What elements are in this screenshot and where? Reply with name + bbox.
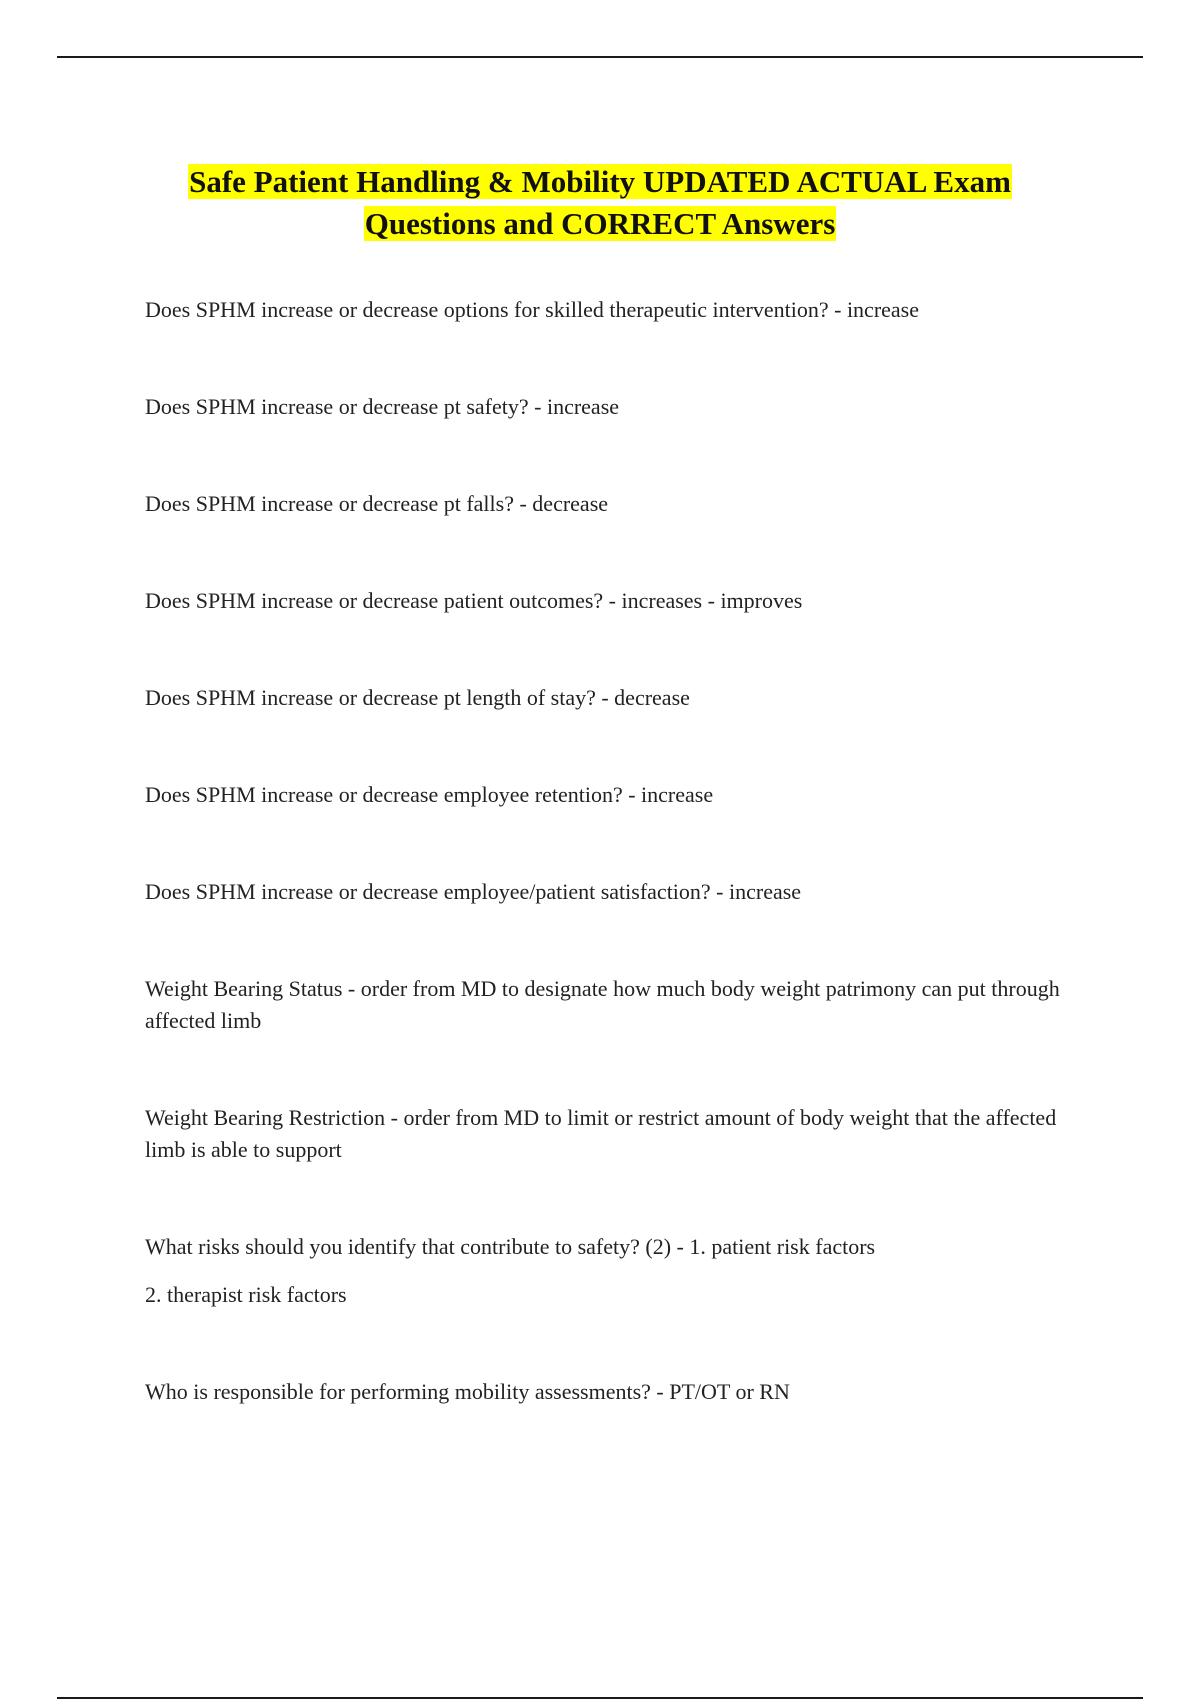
qa-text: What risks should you identify that contribute to safety? (2) - 1. patient risk factors [145,1234,876,1259]
qa-item-1 [145,294,1085,326]
qa-item-10 [145,1231,1085,1311]
qa-item-5 [145,682,1085,714]
qa-text: Does SPHM increase or decrease options for skilled therapeutic intervention? - increase [145,297,920,322]
qa-item-6 [145,779,1085,811]
title-line-2: Questions and CORRECT Answers [364,205,836,241]
qa-text: Weight Bearing Status - order from MD to designate how much body weight patrimony can put through affected limb [145,976,1060,1033]
qa-text: Does SPHM increase or decrease pt safety? - increase [145,394,620,419]
qa-item-4 [145,585,1085,617]
qa-text: Does SPHM increase or decrease patient outcomes? - increases - improves [145,588,803,613]
qa-item-9 [145,1102,1085,1166]
qa-item-2 [145,391,1085,423]
qa-item-8 [145,973,1085,1037]
qa-text: Does SPHM increase or decrease pt length of stay? - decrease [145,685,690,710]
qa-text: Weight Bearing Restriction - order from MD to limit or restrict amount of body weight that the affected limb is able to support [145,1105,1057,1162]
top-rule [57,56,1143,58]
document-title [100,161,1100,245]
qa-item-3 [145,488,1085,520]
qa-text: Does SPHM increase or decrease employee retention? - increase [145,782,714,807]
bottom-rule [57,1697,1143,1699]
qa-continuation: 2. therapist risk factors [145,1282,347,1307]
title-line-1: Safe Patient Handling & Mobility UPDATED ACTUAL Exam [189,163,1011,199]
qa-text: Does SPHM increase or decrease employee/patient satisfaction? - increase [145,879,802,904]
qa-item-11 [145,1376,1085,1408]
qa-text: Does SPHM increase or decrease pt falls? - decrease [145,491,609,516]
qa-item-7 [145,876,1085,908]
qa-text: Who is responsible for performing mobility assessments? - PT/OT or RN [145,1379,790,1404]
